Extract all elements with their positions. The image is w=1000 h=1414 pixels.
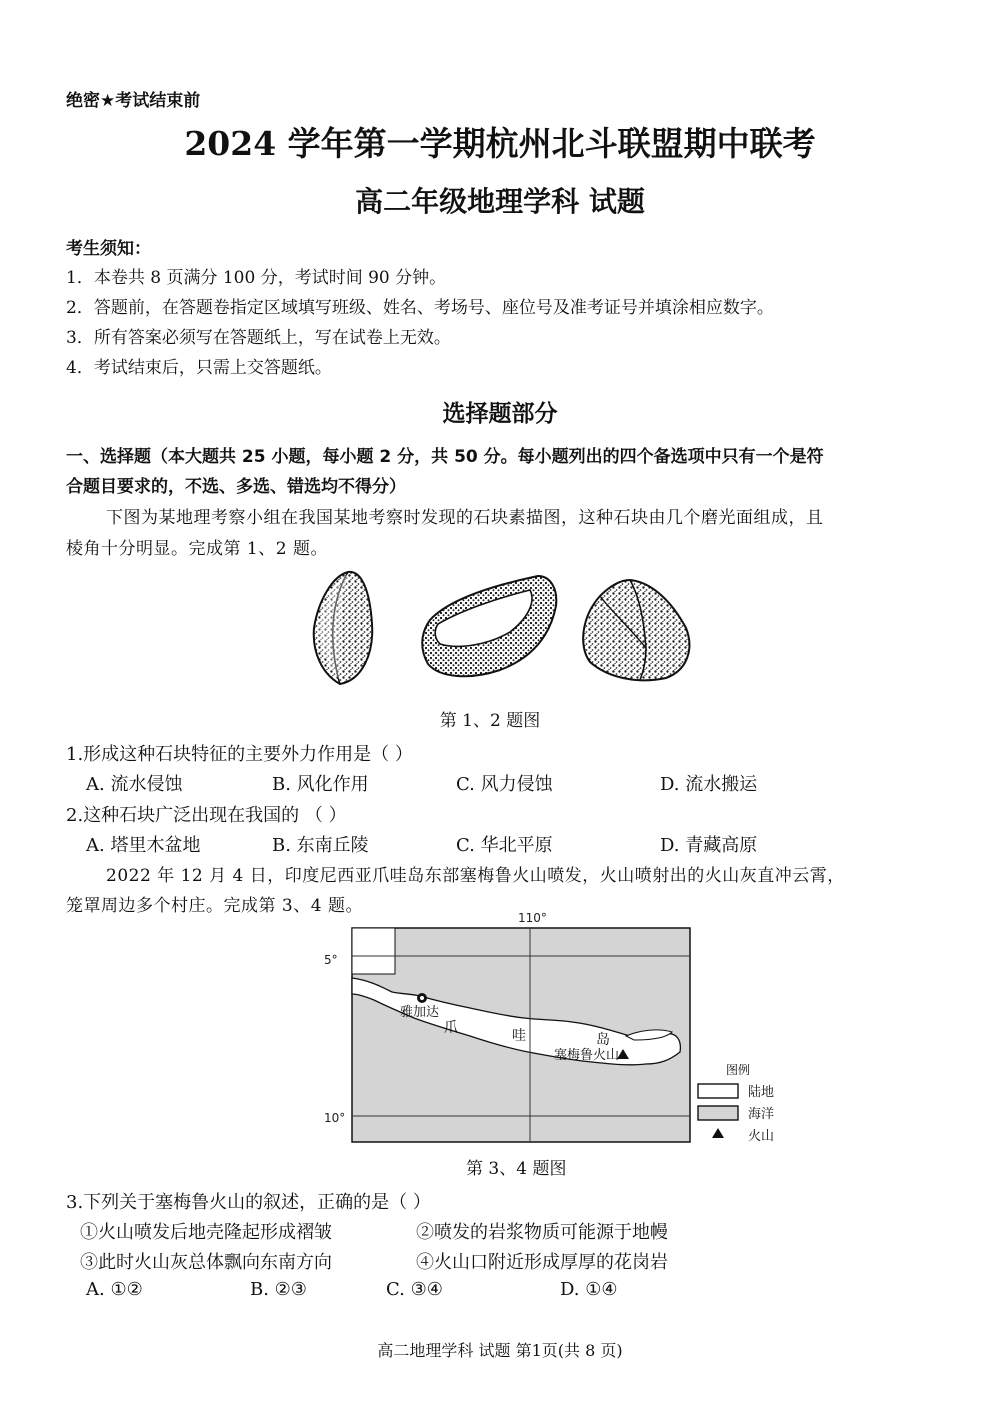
q1-option-d[interactable]: D. 流水搬运 [660, 774, 758, 795]
island-label-char: 岛 [596, 1032, 610, 1048]
q2-option-a[interactable]: A. 塔里木盆地 [86, 835, 201, 856]
q3-option-a[interactable]: A. ①② [86, 1279, 143, 1300]
q2-option-d[interactable]: D. 青藏高原 [660, 835, 758, 856]
map-lat-top-label: 5° [324, 953, 338, 967]
java-map-figure [320, 908, 790, 1148]
legend-title: 图例 [726, 1063, 751, 1077]
intro1-line2: 棱角十分明显。完成第 1、2 题。 [66, 539, 328, 559]
jakarta-label: 雅加达 [400, 1005, 440, 1020]
stone-3 [583, 580, 689, 680]
confidential-label: 绝密★考试结束前 [66, 91, 201, 111]
q1-option-a[interactable]: A. 流水侵蚀 [86, 774, 183, 795]
island-label-char: 爪 [444, 1020, 458, 1036]
notice-item: 4．考试结束后，只需上交答题纸。 [66, 358, 332, 378]
notice-item: 2．答题前，在答题卷指定区域填写班级、姓名、考场号、座位号及准考证号并填涂相应数字。 [66, 298, 774, 318]
question-3-stem: 3.下列关于塞梅鲁火山的叙述，正确的是（ ） [66, 1192, 431, 1213]
semeru-label: 塞梅鲁火山 [554, 1048, 620, 1063]
part-heading-line1: 一、选择题（本大题共 25 小题，每小题 2 分，共 50 分。每小题列出的四个备选项中只有一个是符 [66, 447, 824, 467]
stone-2 [422, 576, 556, 676]
legend-land-swatch [698, 1084, 738, 1098]
q3-statement-3: ③此时火山灰总体飘向东南方向 [80, 1252, 332, 1273]
q3-statement-2: ②喷发的岩浆物质可能源于地幔 [416, 1222, 668, 1243]
map-lon-label: 110° [518, 911, 547, 925]
q1-option-c[interactable]: C. 风力侵蚀 [456, 774, 553, 795]
figure2-caption: 第 3、4 题图 [466, 1159, 567, 1179]
q2-option-b[interactable]: B. 东南丘陵 [272, 835, 369, 856]
stone-1 [314, 572, 372, 684]
page-footer: 高二地理学科 试题 第1页(共 8 页) [377, 1341, 623, 1360]
notice-title: 考生须知： [66, 239, 151, 259]
section-title: 选择题部分 [442, 401, 558, 427]
legend-sea-label: 海洋 [748, 1107, 775, 1122]
notice-item: 1．本卷共 8 页满分 100 分，考试时间 90 分钟。 [66, 268, 447, 288]
q3-option-d[interactable]: D. ①④ [560, 1279, 618, 1300]
q3-option-b[interactable]: B. ②③ [250, 1279, 307, 1300]
legend-land-label: 陆地 [748, 1085, 775, 1100]
question-1-stem: 1.形成这种石块特征的主要外力作用是（ ） [66, 744, 413, 765]
question-2-stem: 2.这种石块广泛出现在我国的 （ ） [66, 805, 347, 826]
legend-sea-swatch [698, 1106, 738, 1120]
figure1-caption: 第 1、2 题图 [439, 711, 541, 731]
legend-volcano-icon [712, 1128, 724, 1138]
stone-sketch-figure [300, 562, 700, 692]
q2-option-c[interactable]: C. 华北平原 [456, 835, 553, 856]
land-northwest [352, 928, 395, 974]
part-heading-line2: 合题目要求的，不选、多选、错选均不得分） [66, 477, 406, 497]
map-legend [698, 1062, 774, 1144]
intro2-line2: 笼罩周边多个村庄。完成第 3、4 题。 [66, 896, 363, 916]
map-lat-bottom-label: 10° [324, 1111, 346, 1125]
q3-statement-4: ④火山口附近形成厚厚的花岗岩 [416, 1252, 668, 1273]
q1-option-b[interactable]: B. 风化作用 [272, 774, 369, 795]
exam-subtitle: 高二年级地理学科 试题 [355, 185, 645, 218]
q3-option-c[interactable]: C. ③④ [386, 1279, 443, 1300]
legend-volcano-label: 火山 [748, 1129, 775, 1144]
island-label-char: 哇 [512, 1028, 526, 1044]
q3-statement-1: ①火山喷发后地壳隆起形成褶皱 [80, 1222, 332, 1243]
notice-item: 3．所有答案必须写在答题纸上，写在试卷上无效。 [66, 328, 451, 348]
intro2-line1: 2022 年 12 月 4 日，印度尼西亚爪哇岛东部塞梅鲁火山喷发，火山喷射出的火山灰直冲云霄， [106, 866, 845, 886]
exam-title: 2024 学年第一学期杭州北斗联盟期中联考 [184, 124, 816, 163]
intro1-line1: 下图为某地理考察小组在我国某地考察时发现的石块素描图，这种石块由几个磨光面组成，且 [106, 508, 824, 528]
